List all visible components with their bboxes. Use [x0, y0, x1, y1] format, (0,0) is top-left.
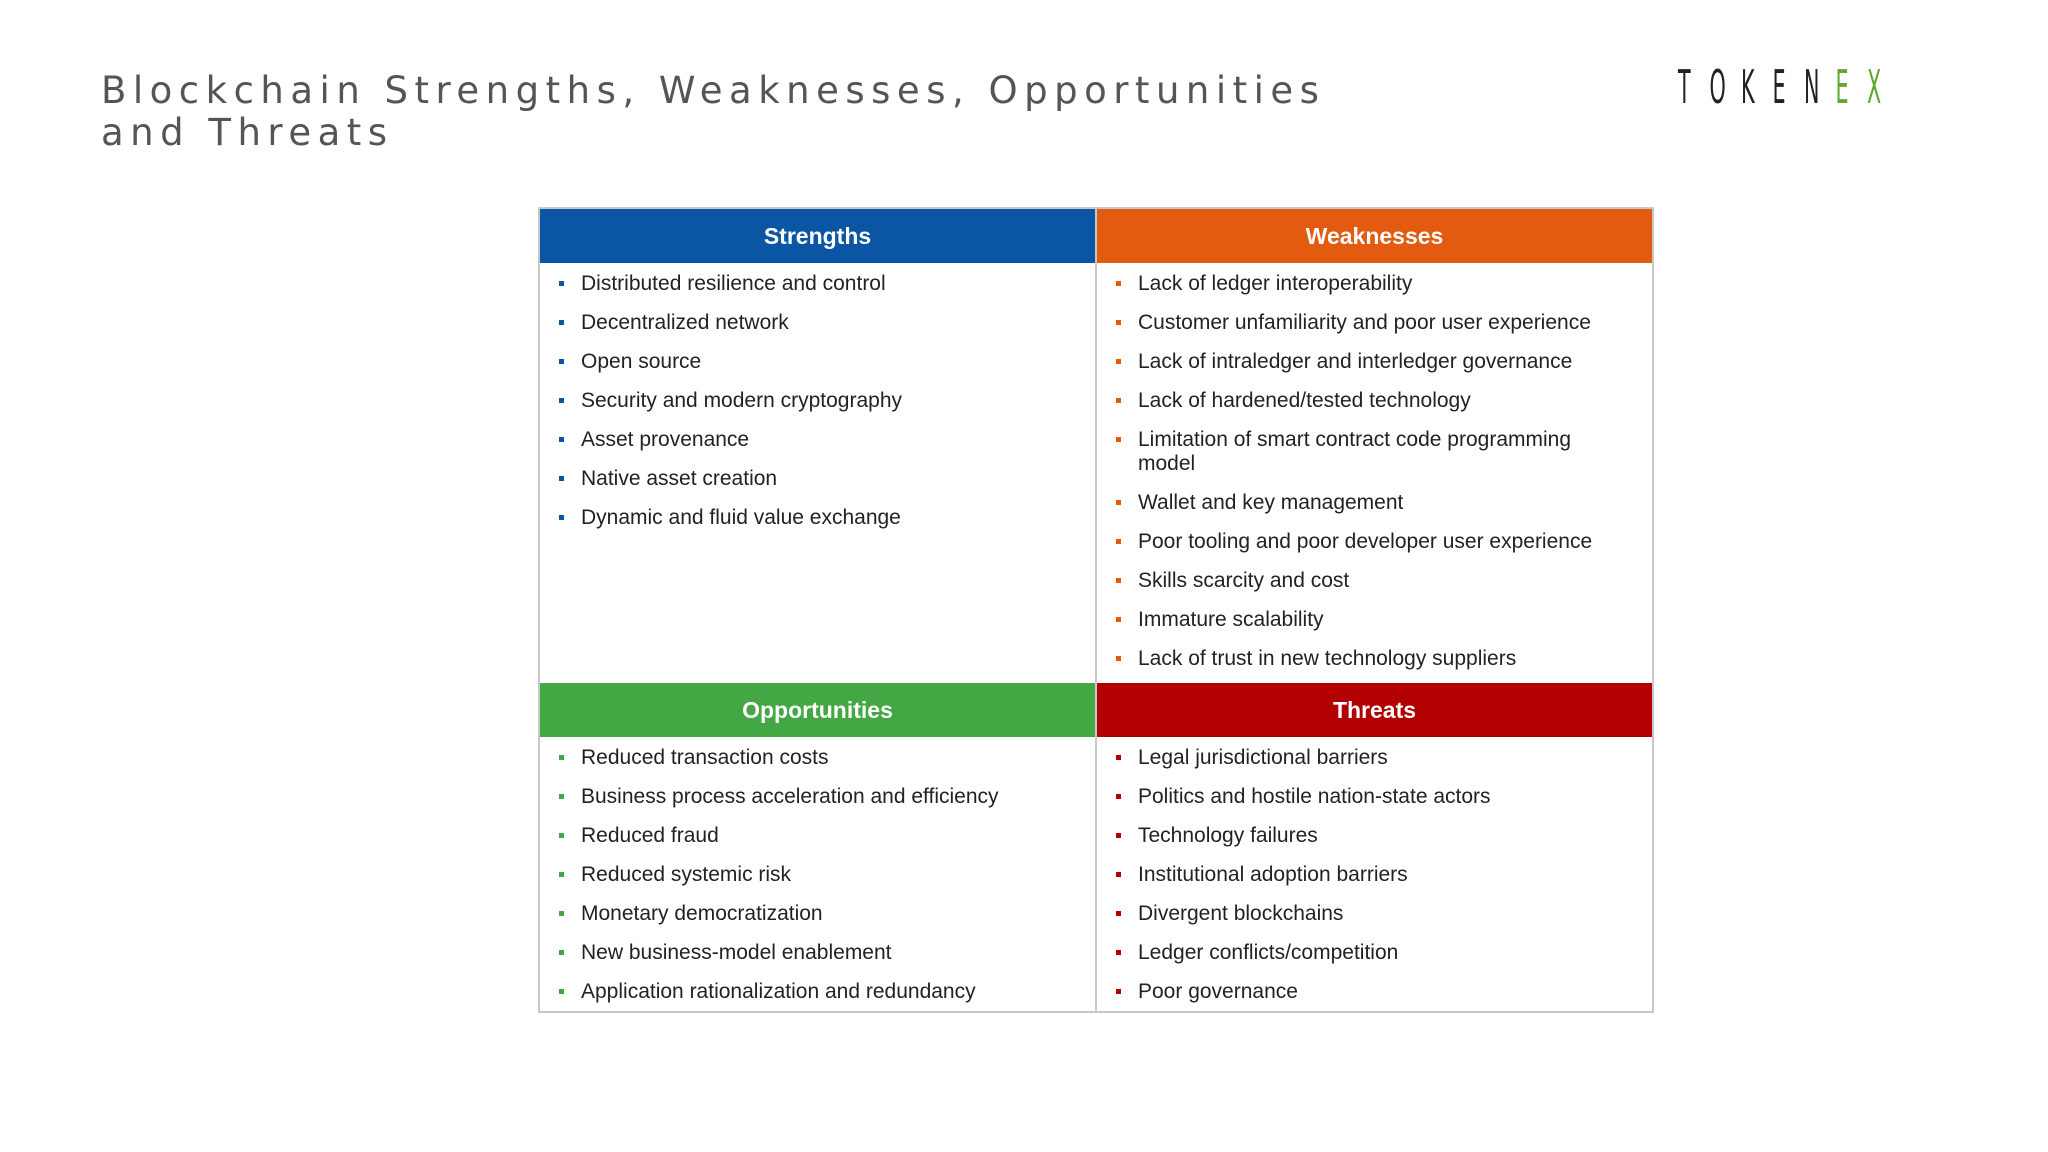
- bullet-icon: [1116, 437, 1121, 442]
- list-item: [1097, 272, 1652, 296]
- list-item: [540, 506, 1095, 530]
- opportunities-list: [540, 737, 1095, 1004]
- bullet-icon: [1116, 794, 1121, 799]
- list-item: [540, 311, 1095, 335]
- list-item-text: Lack of hardened/tested technology: [1138, 389, 1471, 412]
- opportunities-quadrant: [540, 683, 1097, 1011]
- bullet-icon: [559, 950, 564, 955]
- bullet-icon: [1116, 833, 1121, 838]
- list-item: [1097, 824, 1652, 848]
- list-item: [1097, 350, 1652, 374]
- bullet-icon: [559, 755, 564, 760]
- list-item: [1097, 941, 1652, 965]
- list-item: [1097, 980, 1652, 1004]
- bullet-icon: [559, 398, 564, 403]
- list-item: [540, 467, 1095, 491]
- logo-letter: T: [1678, 60, 1691, 114]
- bullet-icon: [559, 437, 564, 442]
- list-item-text: Dynamic and fluid value exchange: [581, 506, 901, 529]
- list-item-text: Skills scarcity and cost: [1138, 569, 1350, 592]
- strengths-quadrant: [540, 209, 1097, 683]
- bullet-icon: [559, 281, 564, 286]
- list-item: [1097, 608, 1652, 632]
- logo-letter: N: [1804, 60, 1820, 114]
- list-item: [1097, 530, 1652, 554]
- list-item: [1097, 569, 1652, 593]
- list-item: [1097, 902, 1652, 926]
- bullet-icon: [1116, 911, 1121, 916]
- bullet-icon: [559, 872, 564, 877]
- list-item-text: Technology failures: [1138, 824, 1318, 847]
- list-item-text: Institutional adoption barriers: [1138, 863, 1408, 886]
- slide-title: Blockchain Strengths, Weaknesses, Opportunities and Threats: [101, 69, 1326, 154]
- list-item-text: Native asset creation: [581, 467, 778, 490]
- list-item: [540, 785, 1095, 809]
- list-item-text: Wallet and key management: [1138, 491, 1404, 514]
- bullet-icon: [1116, 656, 1121, 661]
- list-item: [1097, 746, 1652, 770]
- list-item-text: Poor tooling and poor developer user experience: [1138, 530, 1593, 553]
- bullet-icon: [1116, 539, 1121, 544]
- bullet-icon: [1116, 617, 1121, 622]
- bullet-icon: [1116, 359, 1121, 364]
- list-item-text: Ledger conflicts/competition: [1138, 941, 1399, 964]
- logo-letter: K: [1741, 60, 1755, 114]
- list-item-text: Reduced fraud: [581, 824, 719, 847]
- bullet-icon: [1116, 398, 1121, 403]
- list-item: [540, 389, 1095, 413]
- list-item-text: Immature scalability: [1138, 608, 1324, 631]
- list-item-text: Limitation of smart contract code programming model: [1138, 428, 1572, 475]
- threats-quadrant: [1097, 683, 1652, 1011]
- list-item-text: Lack of trust in new technology suppliers: [1138, 647, 1517, 670]
- bullet-icon: [559, 476, 564, 481]
- bullet-icon: [559, 794, 564, 799]
- list-item: [1097, 785, 1652, 809]
- list-item-text: New business-model enablement: [581, 941, 892, 964]
- list-item-text: Asset provenance: [581, 428, 750, 451]
- bullet-icon: [1116, 281, 1121, 286]
- list-item: [1097, 389, 1652, 413]
- list-item-text: Application rationalization and redundancy: [581, 980, 976, 1003]
- threats-list: [1097, 737, 1652, 1004]
- list-item: [540, 272, 1095, 296]
- list-item: [540, 902, 1095, 926]
- list-item-text: Business process acceleration and efficiency: [581, 785, 999, 808]
- weaknesses-quadrant: [1097, 209, 1652, 683]
- bullet-icon: [1116, 320, 1121, 325]
- list-item-text: Security and modern cryptography: [581, 389, 902, 412]
- bullet-icon: [559, 515, 564, 520]
- list-item-text: Reduced transaction costs: [581, 746, 829, 769]
- bullet-icon: [1116, 755, 1121, 760]
- list-item: [540, 941, 1095, 965]
- opportunities-heading: Opportunities: [540, 683, 1095, 737]
- list-item-text: Decentralized network: [581, 311, 789, 334]
- bullet-icon: [1116, 989, 1121, 994]
- list-item-text: Open source: [581, 350, 702, 373]
- bullet-icon: [1116, 950, 1121, 955]
- list-item-text: Customer unfamiliarity and poor user experience: [1138, 311, 1591, 334]
- list-item-text: Distributed resilience and control: [581, 272, 886, 295]
- bullet-icon: [559, 359, 564, 364]
- bullet-icon: [1116, 500, 1121, 505]
- list-item-text: Lack of ledger interoperability: [1138, 272, 1413, 295]
- bullet-icon: [559, 320, 564, 325]
- logo-letter: E: [1835, 60, 1849, 114]
- list-item-text: Monetary democratization: [581, 902, 823, 925]
- strengths-heading: Strengths: [540, 209, 1095, 263]
- list-item: [540, 980, 1095, 1004]
- strengths-list: [540, 263, 1095, 530]
- bullet-icon: [559, 989, 564, 994]
- list-item: [540, 350, 1095, 374]
- list-item-text: Politics and hostile nation-state actors: [1138, 785, 1491, 808]
- tokenex-logo: [1678, 62, 1899, 112]
- bullet-icon: [1116, 872, 1121, 877]
- weaknesses-list: [1097, 263, 1652, 671]
- list-item: [540, 824, 1095, 848]
- list-item: [540, 746, 1095, 770]
- logo-letter: X: [1867, 60, 1882, 114]
- list-item-text: Lack of intraledger and interledger governance: [1138, 350, 1573, 373]
- bullet-icon: [559, 833, 564, 838]
- list-item: [1097, 491, 1652, 515]
- list-item: [1097, 863, 1652, 887]
- list-item: [1097, 428, 1652, 476]
- logo-letter: O: [1709, 60, 1726, 114]
- list-item-text: Legal jurisdictional barriers: [1138, 746, 1388, 769]
- bullet-icon: [1116, 578, 1121, 583]
- list-item-text: Reduced systemic risk: [581, 863, 792, 886]
- list-item: [1097, 647, 1652, 671]
- list-item: [540, 428, 1095, 452]
- swot-table: [538, 207, 1654, 1013]
- list-item-text: Poor governance: [1138, 980, 1298, 1003]
- list-item-text: Divergent blockchains: [1138, 902, 1344, 925]
- bullet-icon: [559, 911, 564, 916]
- logo-letter: E: [1772, 60, 1786, 114]
- list-item: [1097, 311, 1652, 335]
- list-item: [540, 863, 1095, 887]
- weaknesses-heading: Weaknesses: [1097, 209, 1652, 263]
- threats-heading: Threats: [1097, 683, 1652, 737]
